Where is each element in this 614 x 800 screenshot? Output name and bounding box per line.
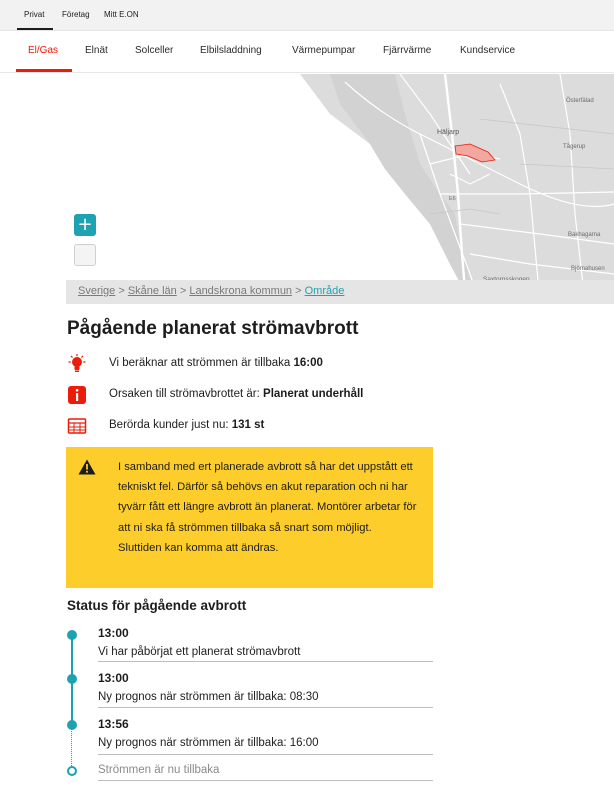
breadcrumb-separator: >	[292, 285, 305, 297]
notice-box	[66, 447, 433, 588]
breadcrumb-skane[interactable]: Skåne län	[127, 285, 177, 297]
nav-item-solceller[interactable]: Solceller	[135, 45, 174, 56]
event-time: 13:56	[98, 717, 129, 731]
timeline-dot	[67, 720, 77, 730]
nav-item-fjarrvarme[interactable]: Fjärrvärme	[383, 45, 432, 56]
topbar-link-foretag[interactable]: Företag	[62, 10, 90, 19]
page-title: Pågående planerat strömavbrott	[67, 318, 359, 339]
event-text: Vi har påbörjat ett planerat strömavbrott	[98, 646, 301, 658]
status-title: Status för pågående avbrott	[67, 598, 247, 613]
nav-item-elbilsladdning[interactable]: Elbilsladdning	[200, 45, 262, 56]
breadcrumb	[66, 280, 614, 304]
map-canvas	[0, 74, 614, 302]
event-text: Ny prognos när strömmen är tillbaka: 08:30	[98, 691, 319, 703]
nav-active-indicator	[16, 69, 72, 72]
top-bar	[0, 0, 614, 31]
breadcrumb-omrade[interactable]: Område	[304, 285, 345, 297]
event-divider	[98, 780, 433, 781]
event-divider	[98, 707, 433, 708]
event-text: Ny prognos när strömmen är tillbaka: 16:00	[98, 737, 319, 749]
zoom-in-button[interactable]: +	[74, 214, 96, 236]
map-place-osterfalad: Österfälad	[566, 98, 594, 104]
cause-value: Planerat underhåll	[263, 388, 364, 400]
event-divider	[98, 754, 433, 755]
customers-value: 131 st	[231, 419, 265, 431]
outage-map[interactable]	[0, 74, 614, 302]
nav-item-varmepumpar[interactable]: Värmepumpar	[292, 45, 356, 56]
lightbulb-icon	[67, 354, 87, 374]
timeline-dotted-line	[71, 724, 72, 770]
warning-icon	[78, 459, 96, 475]
timeline-dot	[67, 630, 77, 640]
cause-label: Orsaken till strömavbrottet är:	[109, 388, 264, 400]
topbar-link-mitt-eon[interactable]: Mitt E.ON	[104, 10, 139, 19]
notice-text: I samband med ert planerade avbrott så har det uppstått ett tekniskt fel. Därför så behövs en akut reparation och ni har tyvärr fått ett längre avbrott än planerat. Montörer arbetar för att ni ska få strömmen tillbaka så snart som möjligt. Sluttiden kan komma att ändras.	[118, 461, 417, 554]
breadcrumb-separator: >	[176, 285, 190, 297]
map-road-e6: E6	[449, 196, 456, 202]
nav-item-el-gas[interactable]: El/Gas	[28, 45, 59, 56]
map-place-bakhagarna: Bakhagarna	[568, 232, 601, 238]
nav-item-elnat[interactable]: Elnät	[85, 45, 108, 56]
customers-row	[67, 416, 447, 436]
event-divider	[98, 661, 433, 662]
main-navigation	[0, 31, 614, 73]
estimate-row	[67, 354, 447, 374]
info-icon	[67, 385, 87, 405]
zoom-out-button[interactable]	[74, 244, 96, 266]
map-place-bjornahusen: Björnahusen	[571, 266, 605, 272]
timeline-dot	[67, 674, 77, 684]
estimate-label: Vi beräknar att strömmen är tillbaka	[109, 357, 294, 369]
estimate-time: 16:00	[293, 357, 323, 369]
event-time: 13:00	[98, 671, 129, 685]
cause-row	[67, 385, 447, 405]
timeline-dot-hollow	[67, 766, 77, 776]
customers-label: Berörda kunder just nu:	[109, 419, 232, 431]
customers-icon	[67, 416, 87, 436]
breadcrumb-landskrona[interactable]: Landskrona kommun	[189, 285, 293, 297]
event-time: 13:00	[98, 626, 129, 640]
final-status-text: Strömmen är nu tillbaka	[98, 764, 220, 776]
topbar-active-indicator	[17, 28, 53, 30]
map-place-tagerup: Tågerup	[563, 144, 586, 150]
map-place-haljarp: Häljarp	[437, 129, 460, 136]
breadcrumb-separator: >	[115, 285, 128, 297]
breadcrumb-sverige[interactable]: Sverige	[78, 285, 116, 297]
nav-item-kundservice[interactable]: Kundservice	[460, 45, 516, 56]
topbar-link-privat[interactable]: Privat	[24, 10, 45, 19]
